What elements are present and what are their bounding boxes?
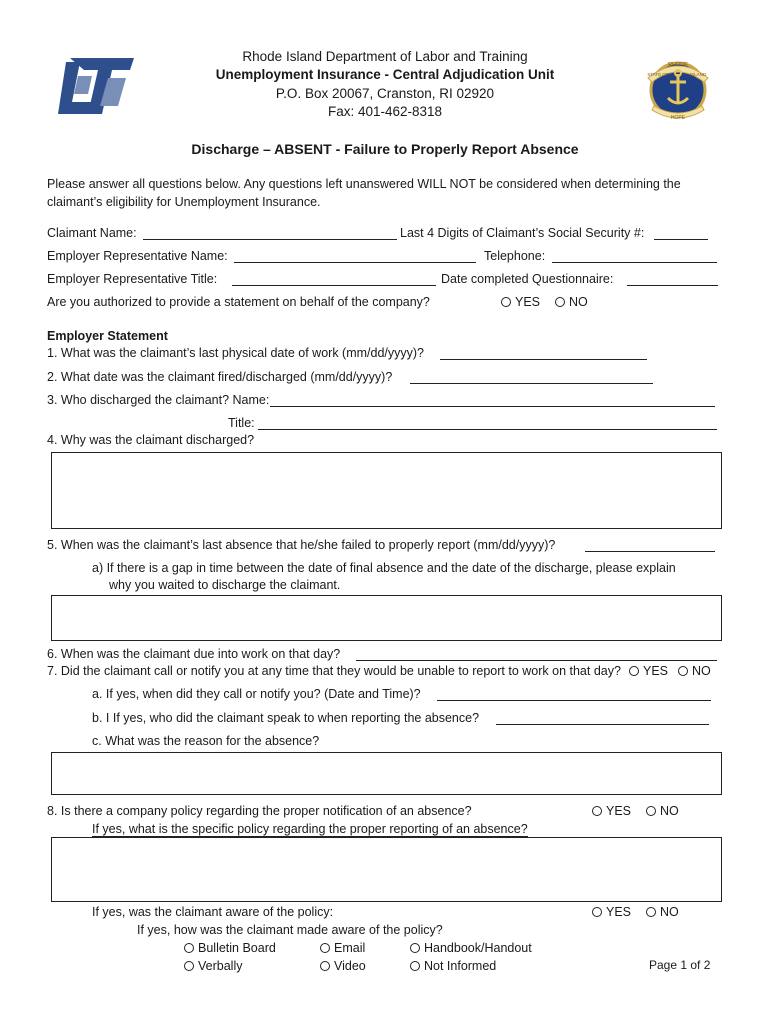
question-8-no-option[interactable]: NO	[646, 804, 679, 818]
question-8-sub: If yes, what is the specific policy regarding the proper reporting of an absence?	[92, 822, 528, 836]
question-8-how: If yes, how was the claimant made aware of the policy?	[137, 923, 443, 937]
aware-yes-option[interactable]: YES	[592, 905, 631, 919]
question-5a-line-2: why you waited to discharge the claimant.	[109, 578, 341, 592]
authorized-no-option[interactable]: NO	[555, 295, 588, 309]
question-8: 8. Is there a company policy regarding the proper notification of an absence?	[47, 804, 472, 818]
svg-text:HOPE: HOPE	[670, 115, 686, 121]
radio-icon[interactable]	[410, 961, 420, 971]
employer-rep-title-label: Employer Representative Title:	[47, 272, 218, 286]
radio-icon[interactable]	[184, 943, 194, 953]
option-video[interactable]: Video	[320, 959, 366, 973]
question-2-field[interactable]	[410, 383, 653, 384]
radio-icon[interactable]	[629, 666, 639, 676]
question-7a-field[interactable]	[437, 700, 711, 701]
question-6: 6. When was the claimant due into work on that day?	[47, 647, 341, 661]
svg-text:STATE OF: STATE OF	[647, 72, 669, 77]
employer-rep-name-field[interactable]	[234, 262, 476, 263]
radio-icon[interactable]	[646, 806, 656, 816]
claimant-name-field[interactable]	[143, 239, 397, 240]
question-5-field[interactable]	[585, 551, 715, 552]
question-8-answer-box[interactable]	[51, 837, 722, 902]
svg-text:RHODE: RHODE	[668, 62, 688, 68]
employer-statement-heading: Employer Statement	[47, 329, 168, 343]
aware-no-option[interactable]: NO	[646, 905, 679, 919]
question-3-name-field[interactable]	[270, 406, 715, 407]
intro-line-1: Please answer all questions below. Any questions left unanswered WILL NOT be considered when determining the	[47, 177, 681, 191]
question-7b-field[interactable]	[496, 724, 709, 725]
question-5a-line-1: a) If there is a gap in time between the date of final absence and the date of the discharge, please explain	[92, 561, 676, 575]
option-not-informed[interactable]: Not Informed	[410, 959, 496, 973]
question-5a-answer-box[interactable]	[51, 595, 722, 641]
agency-address: P.O. Box 20067, Cranston, RI 02920	[275, 86, 495, 101]
radio-icon[interactable]	[555, 297, 565, 307]
question-7a: a. If yes, when did they call or notify you? (Date and Time)?	[92, 687, 421, 701]
radio-icon[interactable]	[410, 943, 420, 953]
question-6-field[interactable]	[356, 660, 717, 661]
authorized-yes-option[interactable]: YES	[501, 295, 540, 309]
date-completed-label: Date completed Questionnaire:	[441, 272, 614, 286]
intro-line-2: claimant’s eligibility for Unemployment Insurance.	[47, 195, 321, 209]
radio-icon[interactable]	[501, 297, 511, 307]
agency-name: Rhode Island Department of Labor and Training	[242, 49, 528, 64]
date-completed-field[interactable]	[627, 285, 718, 286]
question-1: 1. What was the claimant’s last physical date of work (mm/dd/yyyy)?	[47, 346, 424, 360]
radio-icon[interactable]	[320, 961, 330, 971]
question-8-aware: If yes, was the claimant aware of the policy:	[92, 905, 334, 919]
employer-rep-title-field[interactable]	[232, 285, 436, 286]
telephone-field[interactable]	[552, 262, 717, 263]
question-1-field[interactable]	[440, 359, 647, 360]
question-8-yes-option[interactable]: YES	[592, 804, 631, 818]
question-7c: c. What was the reason for the absence?	[92, 734, 320, 748]
radio-icon[interactable]	[592, 907, 602, 917]
radio-icon[interactable]	[646, 907, 656, 917]
question-7: 7. Did the claimant call or notify you at any time that they would be unable to report to work on that day?	[47, 664, 621, 678]
ssn-label: Last 4 Digits of Claimant’s Social Security #:	[400, 226, 645, 240]
question-3-title-field[interactable]	[258, 429, 717, 430]
option-handbook[interactable]: Handbook/Handout	[410, 941, 532, 955]
question-7-yes-option[interactable]: YES	[629, 664, 668, 678]
question-3-title-label: Title:	[228, 416, 255, 430]
question-7-no-option[interactable]: NO	[678, 664, 711, 678]
radio-icon[interactable]	[678, 666, 688, 676]
question-4-answer-box[interactable]	[51, 452, 722, 529]
authorized-question: Are you authorized to provide a statement on behalf of the company?	[47, 295, 430, 309]
question-3: 3. Who discharged the claimant? Name:	[47, 393, 270, 407]
radio-icon[interactable]	[592, 806, 602, 816]
unit-name: Unemployment Insurance - Central Adjudication Unit	[215, 67, 555, 82]
question-7b: b. I If yes, who did the claimant speak to when reporting the absence?	[92, 711, 480, 725]
option-email[interactable]: Email	[320, 941, 365, 955]
agency-fax: Fax: 401-462-8318	[327, 104, 443, 119]
question-4: 4. Why was the claimant discharged?	[47, 433, 255, 447]
svg-text:ISLAND: ISLAND	[689, 72, 707, 77]
question-2: 2. What date was the claimant fired/discharged (mm/dd/yyyy)?	[47, 370, 393, 384]
option-bulletin-board[interactable]: Bulletin Board	[184, 941, 276, 955]
page-number: Page 1 of 2	[649, 958, 711, 972]
option-verbally[interactable]: Verbally	[184, 959, 242, 973]
radio-icon[interactable]	[184, 961, 194, 971]
question-7c-answer-box[interactable]	[51, 752, 722, 795]
question-5: 5. When was the claimant’s last absence that he/she failed to properly report (mm/dd/yyyy)?	[47, 538, 556, 552]
employer-rep-name-label: Employer Representative Name:	[47, 249, 228, 263]
telephone-label: Telephone:	[484, 249, 546, 263]
claimant-name-label: Claimant Name:	[47, 226, 137, 240]
ssn-field[interactable]	[654, 239, 708, 240]
form-title: Discharge – ABSENT - Failure to Properly Report Absence	[191, 141, 579, 157]
radio-icon[interactable]	[320, 943, 330, 953]
